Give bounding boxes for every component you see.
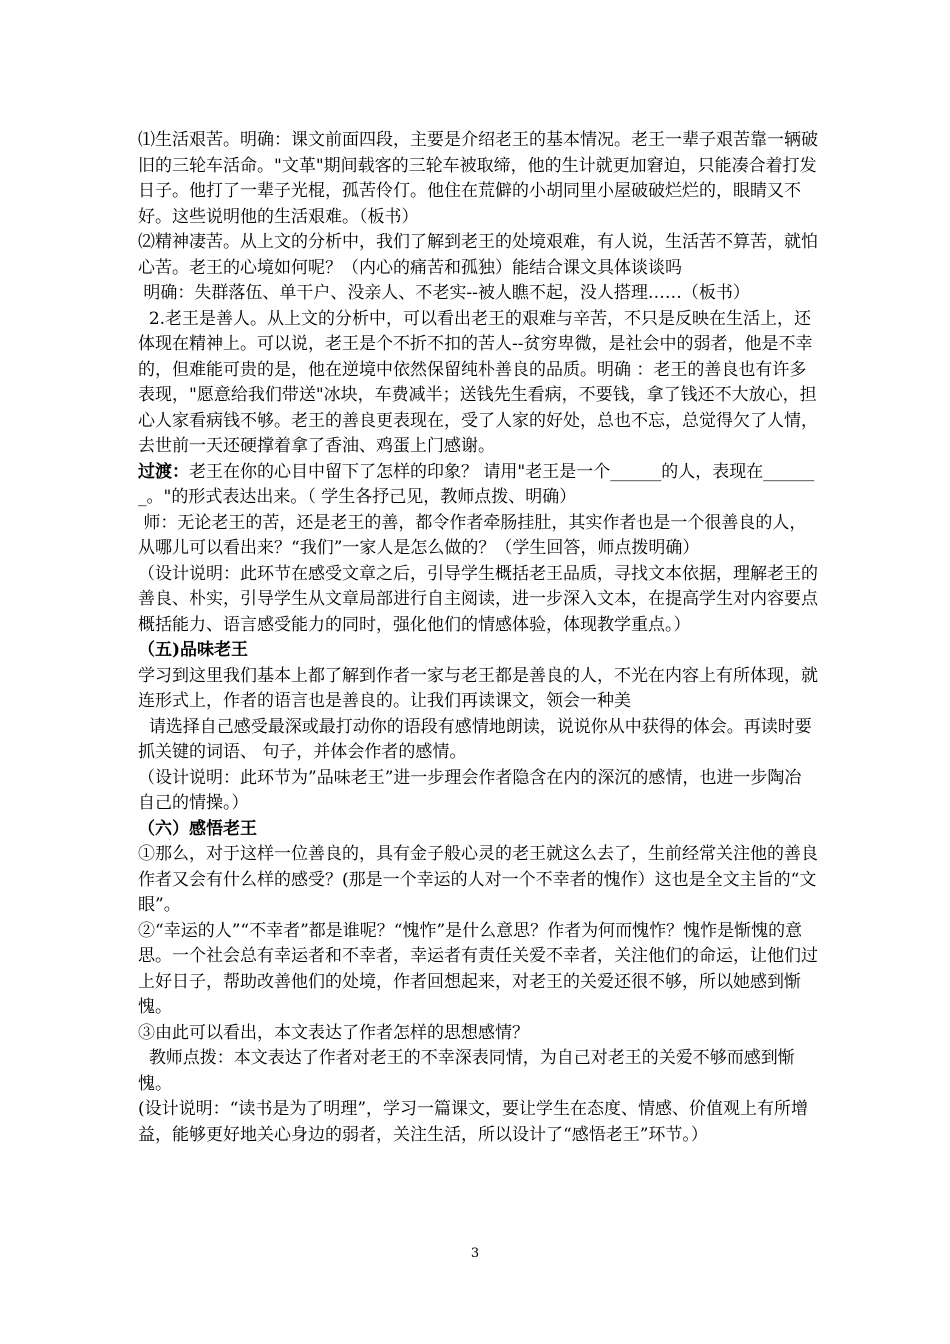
paragraph: （设计说明：此环节在感受文章之后，引导学生概括老王品质，寻找文本依据，理解老王的善良、朴实，引导学生从文章局部进行自主阅读，进一步深入文本，在提高学生对内容要点概括能力、语言感受能力的同时，强化他们的情感体验，体现教学重点。） [138,563,818,635]
paragraph: 请选择自己感受最深或最打动你的语段有感情地朗读，说说你从中获得的体会。再读时要抓关键的词语、 句子，并体会作者的感情。 [138,716,812,762]
paragraph: ⑴生活艰苦。明确：课文前面四段，主要是介绍老王的基本情况。老王一辈子艰苦靠一辆破旧的三轮车活命。"文革"期间载客的三轮车被取缔，他的生计就更加窘迫，只能凑合着打发日子。他打了一辈子光棍，孤苦伶仃。他住在荒僻的小胡同里小屋破破烂烂的，眼睛又不好。这些说明他的生活艰难。（板书） [138,130,818,227]
paragraph: 师：无论老王的苦，还是老王的善，都令作者牵肠挂肚，其实作者也是一个很善良的人，从哪儿可以看出来？“我们”一家人是怎么做的？（学生回答，师点拨明确） [138,512,807,558]
paragraph: 明确：失群落伍、单干户、没亲人、不老实--被人瞧不起，没人搭理……（板书） [138,283,750,303]
paragraph: 教师点拨：本文表达了作者对老王的不幸深表同情，为自己对老王的关爱不够而感到惭愧。 [138,1048,795,1094]
paragraph: ①那么，对于这样一位善良的，具有金子般心灵的老王就这么去了，生前经常关注他的善良作者又会有什么样的感受？(那是一个幸运的人对一个不幸者的愧作）这也是全文主旨的“文眼”。 [138,844,818,915]
inline-heading: 过渡： [138,461,189,482]
section-heading: （五)品味老王 [138,640,249,660]
paragraph: ③由此可以看出，本文表达了作者怎样的思想感情？ [138,1022,529,1043]
paragraph: 2.老王是善人。从上文的分析中，可以看出老王的艰难与辛苦，不只是反映在生活上，还体现在精神上。可以说，老王是个不折不扣的苦人--贫穷卑微，是社会中的弱者，他是不幸的，但难能可贵的是，他在逆境中依然保留纯朴善良的品质。明确 ：老王的善良也有许多表现，"愿意给我们带送"冰块，车费减半；送钱先生看病，不要钱，拿了钱还不大放心，担心人家看病钱不够。老王的善良更表现在，受了人家的好处，总也不忘，总觉得欠了人情，去世前一天还硬撑着拿了香油、鸡蛋上门感谢。 [138,308,818,456]
paragraph: (设计说明：“读书是为了明理”，学习一篇课文，要让学生在态度、情感、价值观上有所增益，能够更好地关心身边的弱者，关注生活，所以设计了“感悟老王”环节。） [138,1099,809,1145]
paragraph: ②“幸运的人”“不幸者”都是谁呢？“愧怍”是什么意思？作者为何而愧怍？愧怍是惭愧的意思。一个社会总有幸运者和不幸者，幸运者有责任关爱不幸者，关注他们的命运，让他们过上好日子，帮助改善他们的处境，作者回想起来，对老王的关爱还很不够，所以她感到惭愧。 [138,920,818,1017]
page-content [138,128,818,1148]
page-number: 3 [470,1246,480,1261]
paragraph: 过渡：老王在你的心目中留下了怎样的印象？ 请用"老王是一个______的人，表现在_______。"的形式表达出来。（ 学生各抒己见，教师点拨、明确） [138,461,815,507]
paragraph: （设计说明：此环节为”品味老王”进一步理会作者隐含在内的深沉的感情，也进一步陶冶自己的情操。） [138,767,802,813]
paragraph: 学习到这里我们基本上都了解到作者一家与老王都是善良的人，不光在内容上有所体现，就连形式上，作者的语言也是善良的。让我们再读课文，领会一种美 [138,665,818,711]
section-heading: （六）感悟老王 [138,818,257,839]
paragraph: ⑵精神凄苦。从上文的分析中，我们了解到老王的处境艰难，有人说，生活苦不算苦，就怕心苦。老王的心境如何呢？（内心的痛苦和孤独）能结合课文具体谈谈吗 [138,232,818,278]
